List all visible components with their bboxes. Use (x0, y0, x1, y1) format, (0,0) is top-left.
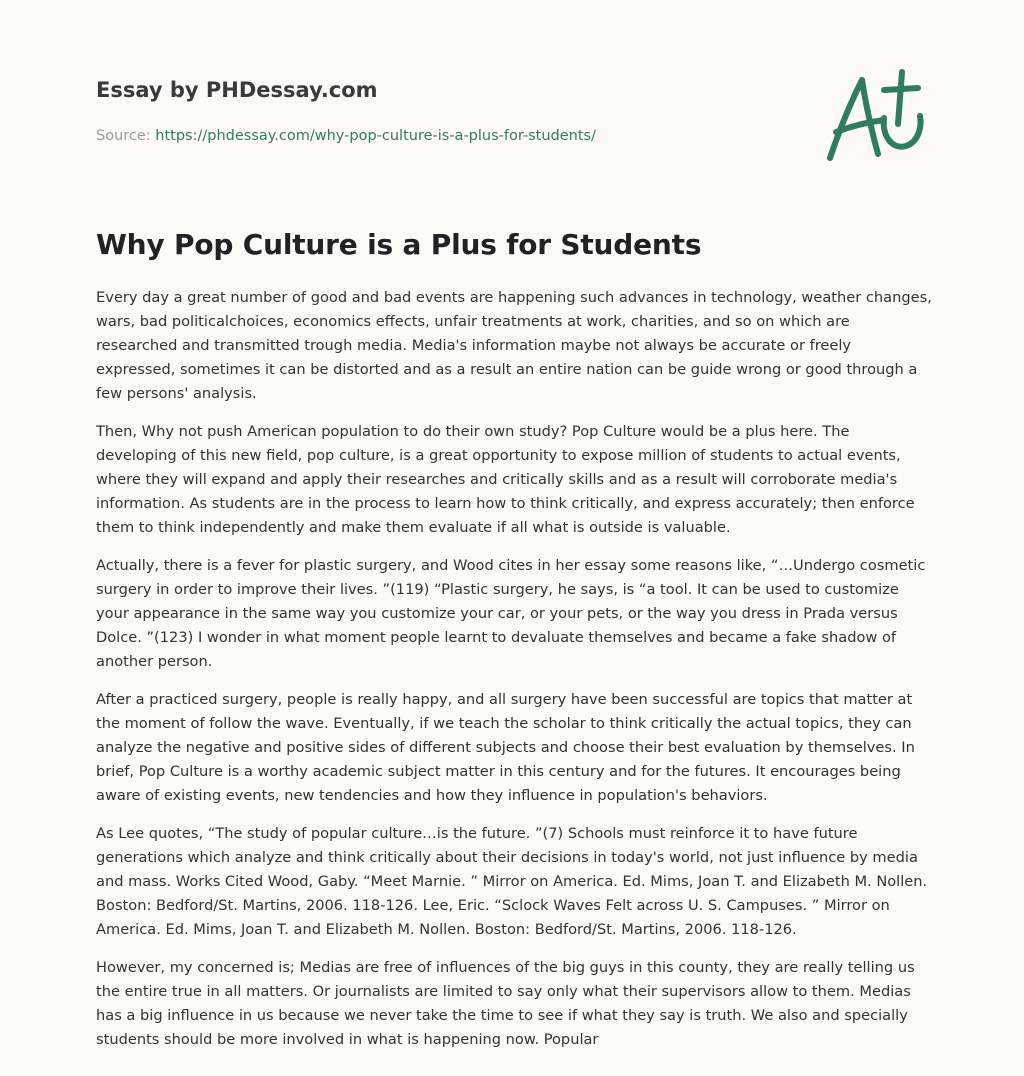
essay-paragraph: Every day a great number of good and bad events are happening such advances in technology, weather changes, wars, bad politicalchoices, economics effects, unfair treatments at work, charities, and so on which are researched and transmitted trough media. Media's information maybe not always be accurate or freely expressed, sometimes it can be distorted and as a result an entire nation can be guide wrong or good through a few persons' analysis. (96, 289, 932, 402)
essay-title: Why Pop Culture is a Plus for Students (96, 228, 702, 261)
brand-title: Essay by PHDessay.com (96, 78, 378, 102)
essay-header (96, 76, 796, 146)
source-link[interactable]: https://phdessay.com/why-pop-culture-is-a-plus-for-students/ (155, 128, 596, 144)
source-line (96, 126, 796, 146)
essay-body (96, 286, 932, 1066)
a-plus-logo-icon (822, 66, 932, 166)
essay-paragraph: Then, Why not push American population to do their own study? Pop Culture would be a plus here. The developing of this new field, pop culture, is a great opportunity to expose million of students to actual events, where they will expand and apply their researches and critically skills and as a result will corroborate media's information. As students are in the process to learn how to think critically, and express accurately; then enforce them to think independently and make them evaluate if all what is outside is valuable. (96, 423, 915, 536)
essay-paragraph: After a practiced surgery, people is really happy, and all surgery have been successful are topics that matter at the moment of follow the wave. Eventually, if we teach the scholar to think critically the actual topics, they can analyze the negative and positive sides of different subjects and choose their best evaluation by themselves. In brief, Pop Culture is a worthy academic subject matter in this century and for the futures. It encourages being aware of existing events, new tendencies and how they influence in population's behaviors. (96, 691, 915, 804)
essay-paragraph: As Lee quotes, “The study of popular culture…is the future. ”(7) Schools must reinforce it to have future generations which analyze and think critically about their decisions in today's world, not just influence by media and mass. Works Cited Wood, Gaby. “Meet Marnie. ” Mirror on America. Ed. Mims, Joan T. and Elizabeth M. Nollen. Boston: Bedford/St. Martins, 2006. 118-126. Lee, Eric. “Sclock Waves Felt across U. S. Campuses. ” Mirror on America. Ed. Mims, Joan T. and Elizabeth M. Nollen. Boston: Bedford/St. Martins, 2006. 118-126. (96, 825, 928, 938)
essay-paragraph: However, my concerned is; Medias are free of influences of the big guys in this county, they are really telling us the entire true in all matters. Or journalists are limited to say only what their supervisors allow to them. Medias has a big influence in us because we never take the time to see if what they say is truth. We also and specially students should be more involved in what is happening now. Popular (96, 959, 915, 1048)
essay-paragraph: Actually, there is a fever for plastic surgery, and Wood cites in her essay some reasons like, “…Undergo cosmetic surgery in order to improve their lives. ”(119) “Plastic surgery, he says, is “a tool. It can be used to customize your appearance in the same way you customize your car, or your pets, or the way you dress in Prada versus Dolce. ”(123) I wonder in what moment people learnt to devaluate themselves and became a fake shadow of another person. (96, 557, 926, 670)
source-label: Source: (96, 128, 151, 144)
